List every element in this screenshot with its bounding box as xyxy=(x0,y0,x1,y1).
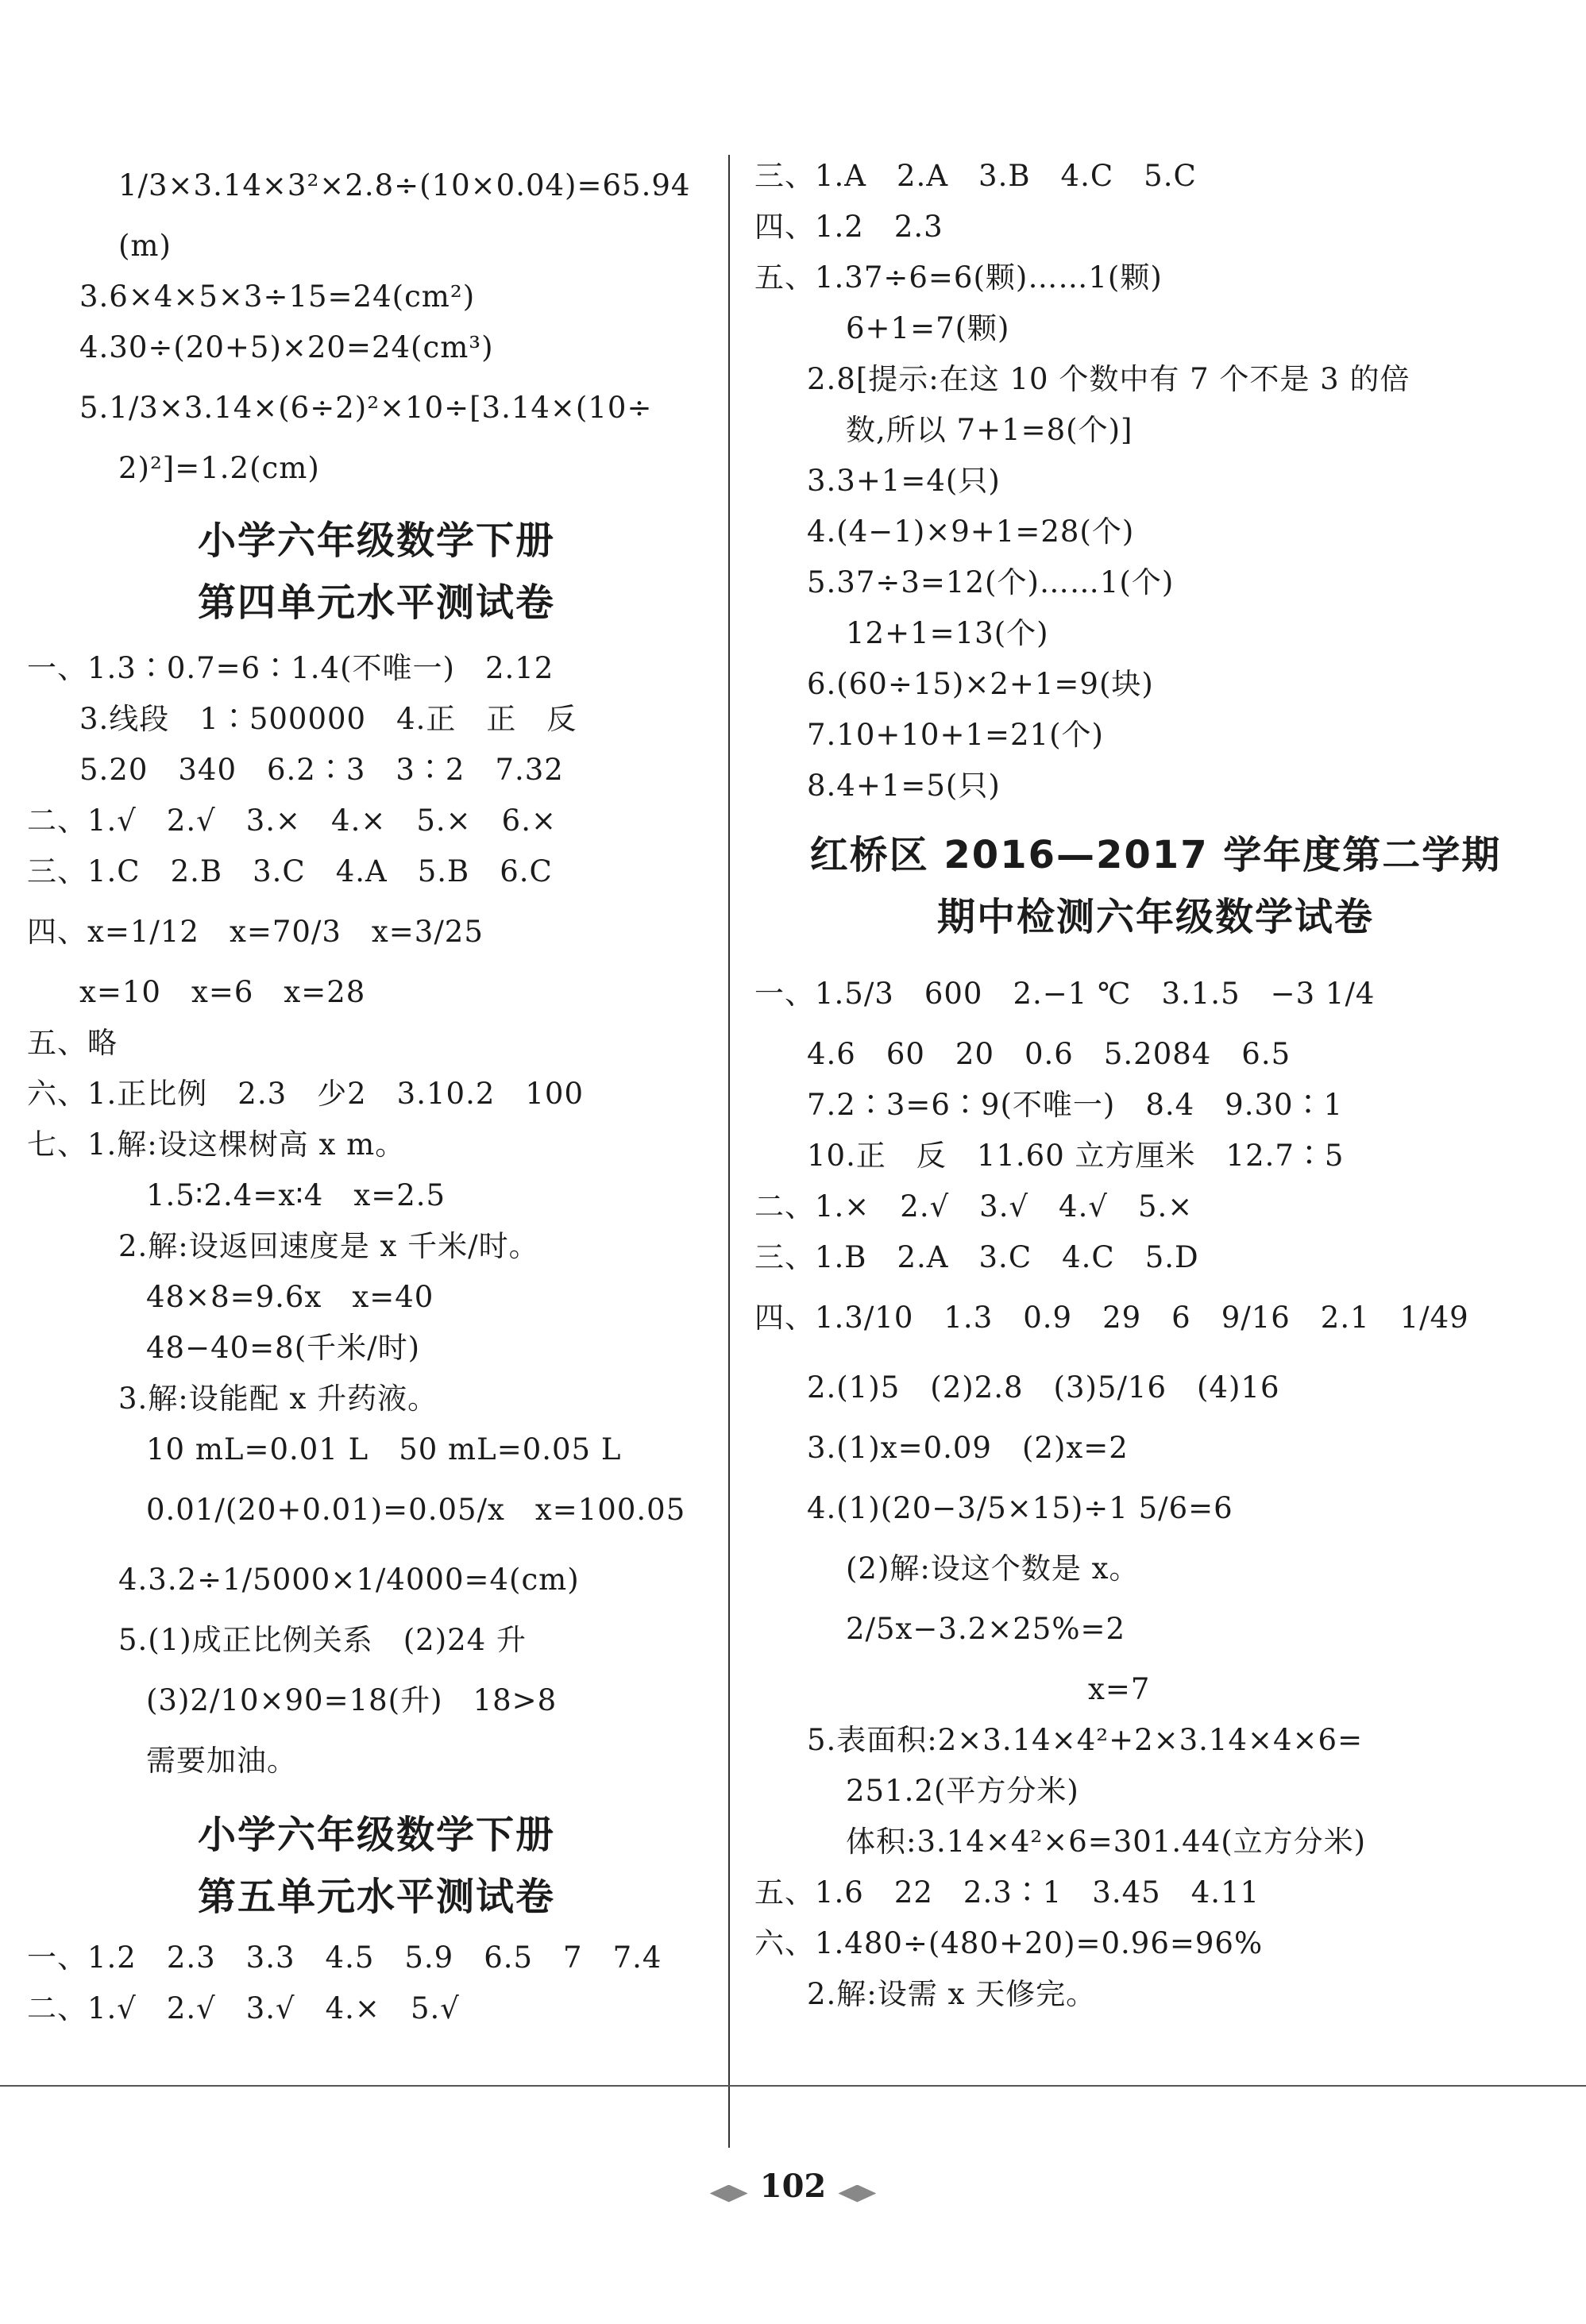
answer-line: 一、1.3∶0.7=6∶1.4(不唯一) 2.12 xyxy=(27,651,554,685)
answer-line: 48×8=9.6x x=40 xyxy=(146,1280,434,1314)
answer-line: 0.01/(20+0.01)=0.05/x x=100.05 xyxy=(146,1493,686,1527)
answer-line: 五、1.37÷6=6(颗)……1(颗) xyxy=(754,260,1163,295)
answer-line: 二、1.√ 2.√ 3.√ 4.× 5.√ xyxy=(27,1991,460,2025)
answer-line: 2)²]=1.2(cm) xyxy=(118,451,320,485)
section-title: 红桥区 2016—2017 学年度第二学期 xyxy=(809,833,1502,877)
answer-line: 5.(1)成正比例关系 (2)24 升 xyxy=(118,1623,527,1657)
answer-line: 2.(1)5 (2)2.8 (3)5/16 (4)16 xyxy=(807,1370,1280,1405)
answer-line: 需要加油。 xyxy=(146,1744,297,1778)
answer-line: 3.3+1=4(只) xyxy=(807,464,1001,498)
answer-line: 二、1.× 2.√ 3.√ 4.√ 5.× xyxy=(754,1189,1194,1224)
answer-line: 六、1.正比例 2.3 少2 3.10.2 100 xyxy=(27,1077,584,1111)
answer-line: (m) xyxy=(118,229,172,263)
answer-line: 四、1.3/10 1.3 0.9 29 6 9/16 2.1 1/49 xyxy=(754,1301,1469,1335)
answer-line: 3.(1)x=0.09 (2)x=2 xyxy=(807,1431,1129,1465)
answer-line: 七、1.解:设这棵树高 x m。 xyxy=(27,1127,406,1162)
answer-line: 三、1.A 2.A 3.B 4.C 5.C xyxy=(754,159,1197,193)
answer-line: 48−40=8(千米/时) xyxy=(146,1331,421,1365)
section-title: 小学六年级数学下册 xyxy=(197,1813,555,1857)
answer-line: 4.30÷(20+5)×20=24(cm³) xyxy=(79,330,494,364)
right-diamond-ornament xyxy=(838,2185,876,2203)
answer-line: 5.表面积:2×3.14×4²+2×3.14×4×6= xyxy=(807,1723,1364,1757)
answer-line: 2.8[提示:在这 10 个数中有 7 个不是 3 的倍 xyxy=(807,362,1410,396)
answer-line: 1/3×3.14×3²×2.8÷(10×0.04)=65.94 xyxy=(118,168,691,202)
answer-line: 一、1.2 2.3 3.3 4.5 5.9 6.5 7 7.4 xyxy=(27,1941,662,1975)
answer-line: 五、1.6 22 2.3∶1 3.45 4.11 xyxy=(754,1875,1260,1910)
section-title: 期中检测六年级数学试卷 xyxy=(936,895,1374,939)
answer-line: 4.3.2÷1/5000×1/4000=4(cm) xyxy=(118,1563,580,1597)
answer-line: 12+1=13(个) xyxy=(846,616,1049,650)
answer-line: 7.10+10+1=21(个) xyxy=(807,718,1104,752)
answer-line: 三、1.B 2.A 3.C 4.C 5.D xyxy=(754,1240,1199,1274)
answer-line: 三、1.C 2.B 3.C 4.A 5.B 6.C xyxy=(27,854,553,888)
answer-line: 6+1=7(颗) xyxy=(846,311,1010,345)
answer-line: 4.(1)(20−3/5×15)÷1 5/6=6 xyxy=(807,1491,1233,1525)
footer-rule xyxy=(0,2085,1586,2087)
answer-line: 3.6×4×5×3÷15=24(cm²) xyxy=(79,279,476,314)
answer-line: 1.5∶2.4=x∶4 x=2.5 xyxy=(146,1178,446,1212)
answer-line: 体积:3.14×4²×6=301.44(立方分米) xyxy=(846,1825,1367,1859)
answer-line: (2)解:设这个数是 x。 xyxy=(846,1551,1140,1586)
answer-line: x=10 x=6 x=28 xyxy=(79,975,366,1009)
page-footer xyxy=(0,2168,1586,2205)
answer-line: 5.20 340 6.2∶3 3∶2 7.32 xyxy=(79,753,564,787)
answer-line: 2.解:设需 x 天修完。 xyxy=(807,1977,1097,2011)
answer-line: 6.(60÷15)×2+1=9(块) xyxy=(807,667,1154,701)
answer-line: 2/5x−3.2×25%=2 xyxy=(846,1612,1126,1646)
right-column xyxy=(754,151,1557,2020)
left-diamond-ornament xyxy=(710,2185,748,2203)
answer-line: 四、x=1/12 x=70/3 x=3/25 xyxy=(27,915,484,949)
answer-line: 10 mL=0.01 L 50 mL=0.05 L xyxy=(146,1432,622,1466)
answer-line: 4.(4−1)×9+1=28(个) xyxy=(807,515,1135,549)
answer-line: 5.1/3×3.14×(6÷2)²×10÷[3.14×(10÷ xyxy=(79,391,653,425)
answer-line: 3.解:设能配 x 升药液。 xyxy=(118,1382,438,1416)
answer-line: 2.解:设返回速度是 x 千米/时。 xyxy=(118,1229,539,1263)
answer-line: 5.37÷3=12(个)……1(个) xyxy=(807,565,1175,599)
answer-line: 8.4+1=5(只) xyxy=(807,769,1001,803)
answer-line: 7.2∶3=6∶9(不唯一) 8.4 9.30∶1 xyxy=(807,1088,1344,1122)
column-divider xyxy=(728,155,730,2148)
section-title: 第四单元水平测试卷 xyxy=(197,580,555,625)
section-title: 小学六年级数学下册 xyxy=(197,518,555,563)
answer-line: (3)2/10×90=18(升) 18>8 xyxy=(146,1683,558,1717)
answer-line: 数,所以 7+1=8(个)] xyxy=(846,413,1133,447)
answer-line: 一、1.5/3 600 2.−1 ℃ 3.1.5 −3 1/4 xyxy=(754,977,1376,1011)
answer-line: 六、1.480÷(480+20)=0.96=96% xyxy=(754,1926,1264,1960)
answer-line: 3.线段 1∶500000 4.正 正 反 xyxy=(79,702,577,736)
page-number: 102 xyxy=(759,2168,827,2205)
answer-line: 4.6 60 20 0.6 5.2084 6.5 xyxy=(807,1037,1291,1071)
left-column xyxy=(27,151,726,2034)
answer-line: 二、1.√ 2.√ 3.× 4.× 5.× 6.× xyxy=(27,804,557,838)
answer-line: 四、1.2 2.3 xyxy=(754,210,943,244)
answer-line: x=7 xyxy=(1088,1672,1151,1706)
section-title: 第五单元水平测试卷 xyxy=(197,1875,555,1919)
answer-line: 五、略 xyxy=(27,1026,118,1060)
answer-line: 10.正 反 11.60 立方厘米 12.7∶5 xyxy=(807,1139,1345,1173)
answer-line: 251.2(平方分米) xyxy=(846,1774,1079,1808)
